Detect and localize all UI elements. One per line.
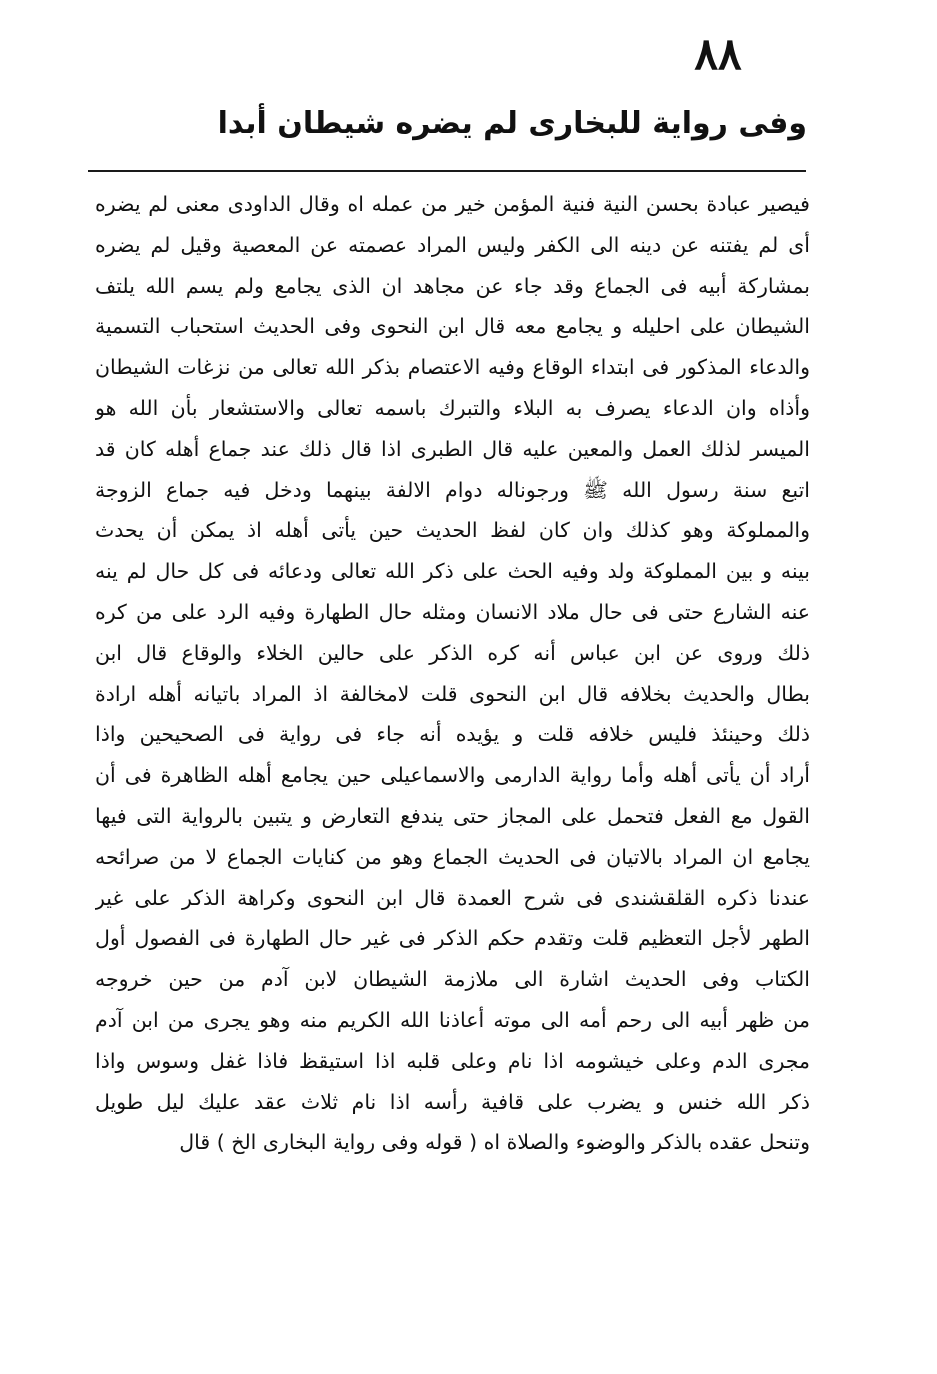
text-line: بطال والحديث بخلافه قال ابن النحوى قلت لامخالفة اذ المراد باتيانه أهله ارادة	[95, 681, 810, 706]
text-line: الميسر لذلك العمل والمعين عليه قال الطبرى اذا قال ذلك عند جماع أهله كان قد	[95, 436, 810, 461]
text-line: الشيطان على احليله و يجامع معه قال ابن النحوى وفى الحديث استحباب التسمية	[95, 314, 810, 339]
header-divider	[88, 170, 806, 172]
text-line: والمملوكة وهو كذلك وان كان لفظ الحديث حين يأتى أهله اذ يمكن أن يحدث	[95, 518, 810, 543]
text-line: والدعاء المذكور فى ابتداء الوقاع وفيه الاعتصام بذكر الله تعالى من نزغات الشيطان	[95, 355, 810, 380]
text-line: أراد أن يأتى أهله وأما رواية الدارمى والاسماعيلى حين يجامع أهله الظاهرة فى أن	[95, 763, 810, 788]
text-line: ذلك وروى عن ابن عباس أنه كره الذكر على حالين الخلاء والوقاع قال ابن	[95, 640, 810, 665]
body-text	[95, 184, 810, 1163]
text-line: بمشاركة أبيه فى الجماع وقد جاء عن مجاهد ان الذى يجامع ولم يسم الله يلتف	[95, 273, 810, 298]
text-line: القول مع الفعل فتحمل على المجاز حتى يندفع التعارض و يتبين بالرواية التى فيها	[95, 803, 810, 828]
text-line: أى لم يفتنه عن دينه الى الكفر وليس المراد عصمته عن المعصية وقيل لم يضره	[95, 232, 810, 257]
text-line: اتبع سنة رسول الله ﷺ ورجوناله دوام الالفة بينهما ودخل فيه جماع الزوجة	[95, 477, 810, 502]
text-line: من ظهر أبيه الى رحم أمه الى موته أعاذنا الله الكريم منه وهو يجرى من ابن آدم	[95, 1007, 810, 1032]
text-line: مجرى الدم وعلى خيشومه اذا نام وعلى قلبه اذا استيقظ فاذا غفل وسوس واذا	[95, 1048, 810, 1073]
text-line: عندنا ذكره القلقشندى فى شرح العمدة قال ابن النحوى وكراهة الذكر على غير	[95, 885, 810, 910]
page-number: ٨٨	[694, 29, 742, 80]
text-line: عنه الشارع حتى فى حال ملاد الانسان ومثله حال الطهارة وفيه الرد على من كره	[95, 599, 810, 624]
text-line: ذكر الله خنس و يضرب على قافية رأسه اذا نام ثلاث عقد عليك ليل طويل	[95, 1089, 810, 1114]
text-line: الطهر لأجل التعظيم قلت وتقدم حكم الذكر فى غير حال الطهارة فى الفصول أول	[95, 926, 810, 951]
text-line: وأذاه وان الدعاء يصرف به البلاء والتبرك باسمه تعالى والاستشعار بأن الله هو	[95, 395, 810, 420]
text-line: وتنحل عقده بالذكر والوضوء والصلاة اه ( قوله وفى رواية البخارى الخ ) قال	[179, 1130, 810, 1155]
text-line: بينه و بين المملوكة ولد وفيه الحث على ذكر الله تعالى ودعائه فى كل حال لم ينه	[95, 559, 810, 584]
text-line: فيصير عبادة بحسن النية فنية المؤمن خير من عمله اه وقال الداودى معنى لم يضره	[95, 192, 810, 216]
text-line: ذلك وحينئذ فليس خلافه قلت و يؤيده أنه جاء فى رواية فى الصحيحين واذا	[95, 722, 810, 747]
section-heading: وفى رواية للبخارى لم يضره شيطان أبدا	[217, 106, 807, 141]
text-line: يجامع ان المراد بالاتيان فى الحديث الجماع وهو من كنايات الجماع لا من صرائحه	[95, 844, 810, 869]
text-line: الكتاب وفى الحديث اشارة الى ملازمة الشيطان لابن آدم من حين خروجه	[95, 967, 810, 992]
